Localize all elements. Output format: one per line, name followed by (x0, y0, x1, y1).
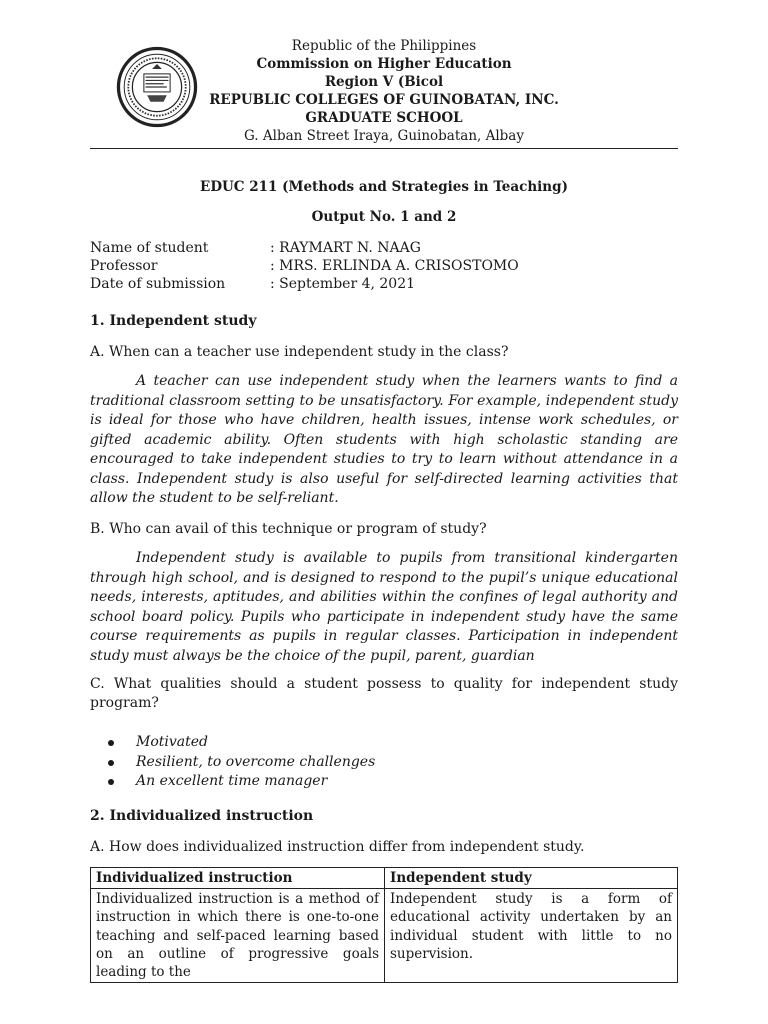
table-cell: Independent study is a form of educational activity undertaken by an individual student with little to no supervision. (385, 889, 678, 983)
info-label: Date of submission (90, 276, 226, 292)
header-divider (90, 148, 678, 149)
bullet-icon (108, 779, 114, 785)
info-label: Professor (90, 258, 158, 274)
header-agency: Commission on Higher Education (256, 56, 512, 72)
table-header-cell: Individualized instruction (91, 868, 385, 889)
header-address: G. Alban Street Iraya, Guinobatan, Albay (244, 128, 524, 144)
question-c: C. What qualities should a student possess to quality for independent study program? (90, 676, 678, 711)
bullet-icon (108, 760, 114, 766)
list-item-text: An excellent time manager (136, 773, 328, 789)
table-row (91, 889, 678, 983)
header-region: Region V (Bicol (324, 74, 444, 90)
info-value: : RAYMART N. NAAG (270, 240, 421, 256)
list-item-text: Resilient, to overcome challenges (136, 753, 376, 770)
info-label: Name of student (90, 240, 209, 256)
info-value: : September 4, 2021 (270, 276, 416, 292)
list-item (108, 772, 375, 792)
answer-b: Independent study is available to pupils from transitional kindergarten through high school, and is designed to respond to the pupil’s unique educational needs, interests, aptitudes, and abilities within the confines of legal authority and school board policy. Pupils who participate in independent study have the same course requirements as pupils in regular classes. Participation in independent study must always be the choice of the pupil, parent, guardian (90, 550, 678, 664)
header-school: REPUBLIC COLLEGES OF GUINOBATAN, INC. (209, 92, 559, 108)
bullet-icon (108, 740, 114, 746)
answer-a: A teacher can use independent study when the learners wants to find a traditional classroom setting to be unsatisfactory. For example, independent study is ideal for those who have children, health issues, intense work schedules, or gifted academic ability. Often students with high scholastic standing are encouraged to take independent studies to try to learn without attendance in a class. Independent study is also useful for self-directed learning activities that allow the student to be self-reliant. (90, 373, 678, 506)
info-value: : MRS. ERLINDA A. CRISOSTOMO (270, 258, 519, 274)
question-a-section2: A. How does individualized instruction differ from independent study. (90, 839, 585, 855)
header-division: GRADUATE SCHOOL (305, 110, 463, 126)
table-header-cell: Independent study (385, 868, 678, 889)
course-title: EDUC 211 (Methods and Strategies in Teaching) (200, 179, 568, 195)
table-cell: Individualized instruction is a method of instruction in which there is one-to-one teaching and self-paced learning based on an outline of progressive goals leading to the (91, 889, 385, 983)
question-a: A. When can a teacher use independent study in the class? (90, 344, 509, 360)
list-item (108, 753, 375, 773)
section-heading-independent-study: 1. Independent study (90, 313, 257, 329)
school-seal-logo (116, 46, 198, 128)
list-item (108, 733, 375, 753)
header-country: Republic of the Philippines (291, 38, 477, 54)
question-b: B. Who can avail of this technique or program of study? (90, 521, 487, 537)
comparison-table (90, 867, 678, 983)
output-title: Output No. 1 and 2 (311, 209, 457, 225)
qualities-list (108, 733, 375, 792)
list-item-text: Motivated (136, 734, 208, 750)
table-header-row (91, 868, 678, 889)
section-heading-individualized-instruction: 2. Individualized instruction (90, 808, 314, 824)
